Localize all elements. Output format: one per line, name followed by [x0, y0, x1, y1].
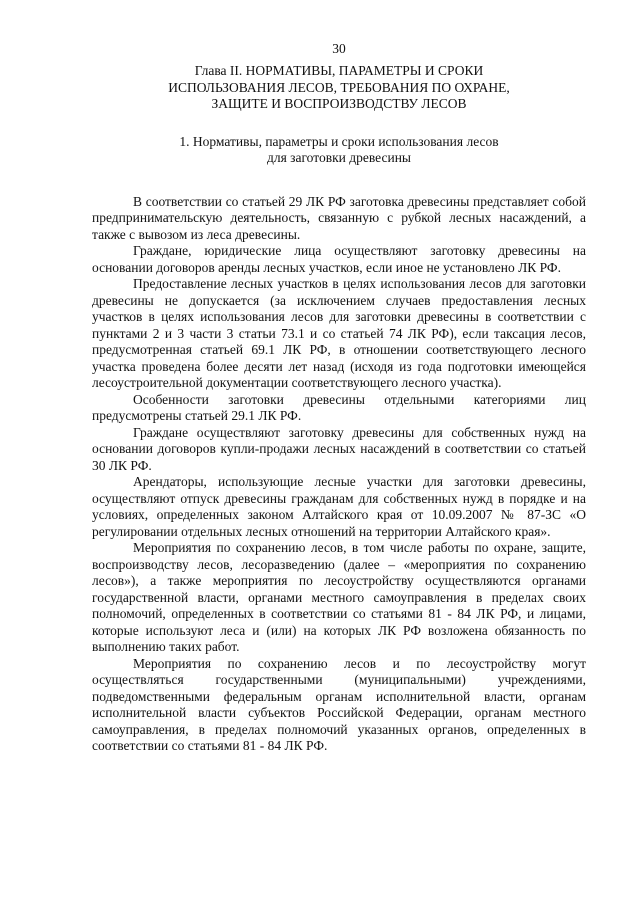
paragraph-lease-agreements: Граждане, юридические лица осуществляют заготовку древесины на основании договоров аренды лесных участков, если иное не установлено ЛК РФ. [92, 243, 586, 275]
section-title [92, 134, 586, 167]
paragraph-tenants-release: Арендаторы, использующие лесные участки для заготовки древесины, осуществляют отпуск древесины гражданам для собственных нужд в порядке и на условиях, определенных законом Алтайского края от 10.09.2007 № 87-ЗС «О регулировании отдельных лесных отношений на территории Алтайского края». [92, 474, 586, 539]
paragraph-state-institutions: Мероприятия по сохранению лесов и по лесоустройству могут осуществляться государственными (муниципальными) учреждениями, подведомственными федеральным органам исполнительной власти, органам исполнительной власти субъектов Российской Федерации, органам местного самоуправления, в пределах полномочий указанных органов, определенных в соответствии со статьями 81 - 84 ЛК РФ. [92, 655, 586, 753]
section-title-line: 1. Нормативы, параметры и сроки использования лесов [179, 133, 499, 149]
paragraph-citizens-own-needs: Граждане осуществляют заготовку древесины для собственных нужд на основании договоров купли-продажи лесных насаждений в соответствии со статьей 30 ЛК РФ. [92, 424, 586, 473]
paragraph-forest-conservation-measures: Мероприятия по сохранению лесов, в том числе работы по охране, защите, воспроизводству лесов, лесоразведению (далее – «мероприятия по сохранению лесов»), а также мероприятия по лесоустройству осуществляются органами государственной власти, органами местного самоуправления в пределах своих полномочий, определенных в соответствии со статьями 81 - 84 ЛК РФ, и лицами, которые используют леса и (или) на которых ЛК РФ возложена обязанность по выполнению таких работ. [92, 540, 586, 654]
paragraph-special-categories: Особенности заготовки древесины отдельными категориями лиц предусмотрены статьей 29.1 ЛК РФ. [92, 391, 586, 423]
section-title-line: для заготовки древесины [266, 150, 412, 165]
page-number: 30 [332, 41, 346, 56]
body-text [92, 194, 586, 755]
chapter-title-line: ЗАЩИТЕ И ВОСПРОИЗВОДСТВУ ЛЕСОВ [211, 96, 467, 111]
chapter-title-line: ИСПОЛЬЗОВАНИЯ ЛЕСОВ, ТРЕБОВАНИЯ ПО ОХРАНЕ, [168, 79, 510, 95]
chapter-title-line: Глава II. НОРМАТИВЫ, ПАРАМЕТРЫ И СРОКИ [194, 63, 484, 78]
paragraph-plot-provision-restriction: Предоставление лесных участков в целях использования лесов для заготовки древесины не допускается (за исключением случаев предоставления лесных участков в целях использования лесов для заготовки древесины в соответствии с пунктами 2 и 3 части 3 статьи 73.1 и со статьей 74 ЛК РФ), если таксация лесов, предусмотренная статьей 69.1 ЛК РФ, в отношении соответствующего лесного участка проведена более десяти лет назад (исходя из года подготовки имеющейся лесоустроительной документации соответствующего лесного участка). [92, 276, 586, 390]
paragraph-timber-harvesting-definition: В соответствии со статьей 29 ЛК РФ заготовка древесины представляет собой предпринимательскую деятельность, связанную с рубкой лесных насаждений, а также с вывозом из леса древесины. [92, 193, 586, 242]
chapter-title [92, 63, 586, 113]
